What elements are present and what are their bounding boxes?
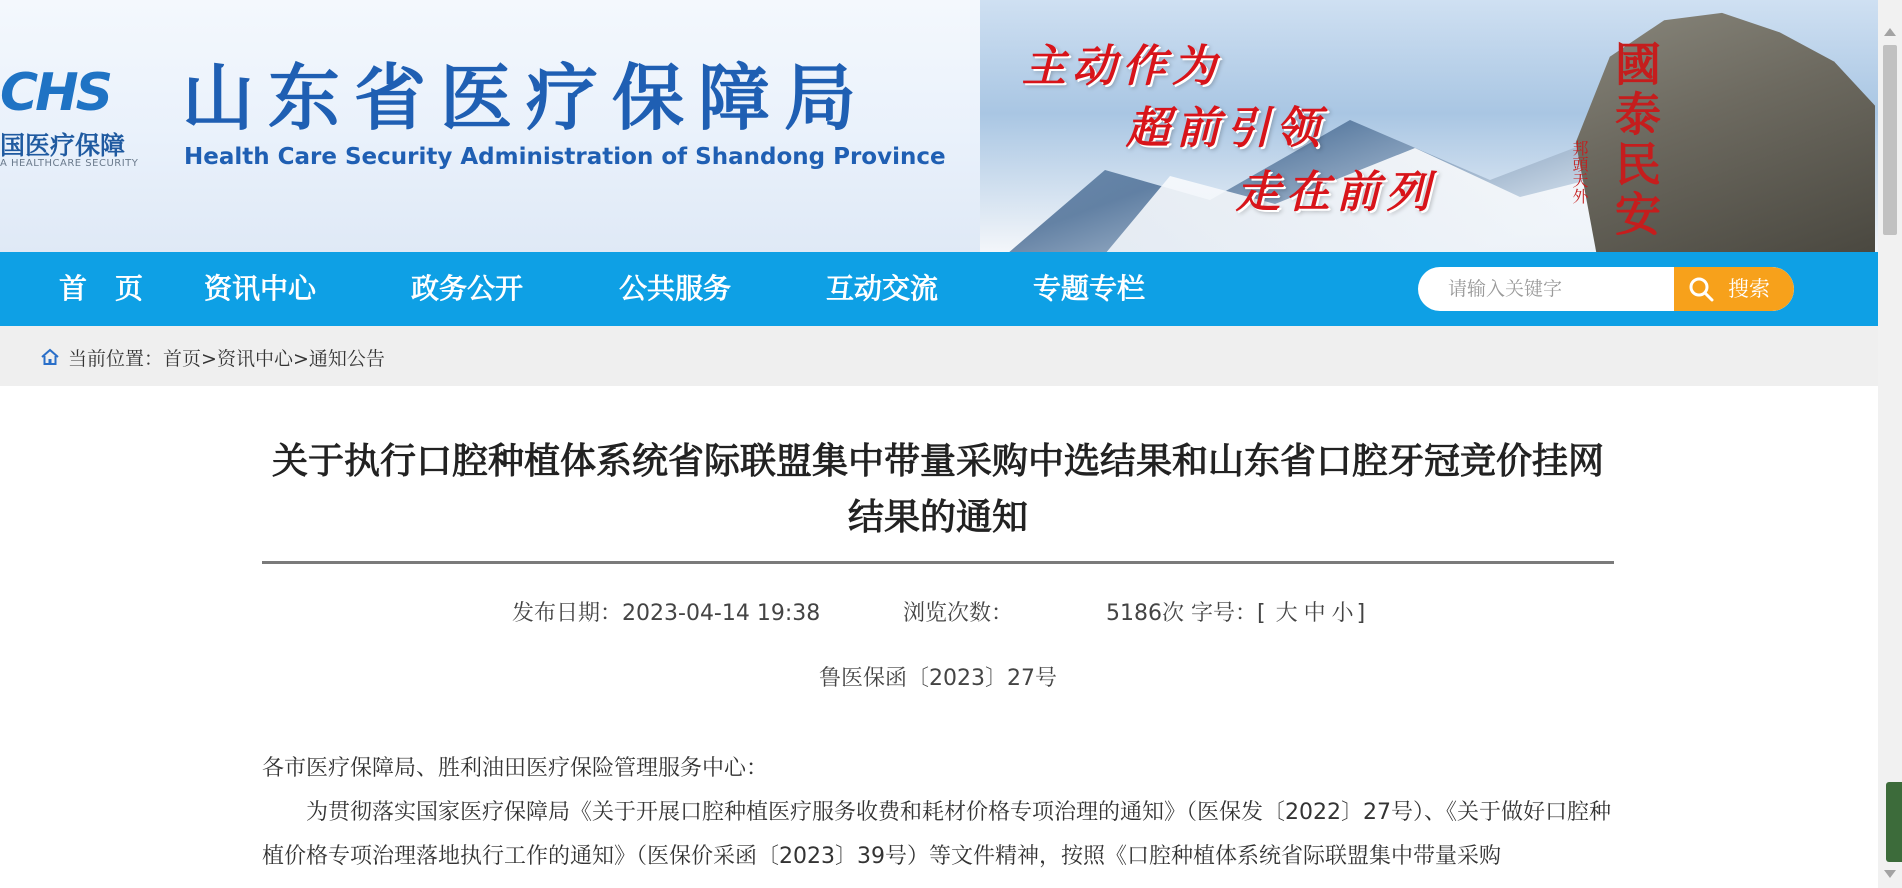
views-and-font-size — [1106, 596, 1365, 627]
breadcrumb-home-link[interactable]: 首页 — [163, 348, 202, 370]
views-label: 浏览次数： — [903, 601, 1014, 626]
article-body-paragraph: 为贯彻落实国家医疗保障局《关于开展口腔种植医疗服务收费和耗材价格专项治理的通知》（医保发〔2022〕27号）、《关于做好口腔种植价格专项治理落地执行工作的通知》（医保价采函〔2023〕39号）等文件精神，按照《口腔种植体系统省际联盟集中带量采购 — [262, 800, 1611, 869]
publish-date-value: 2023-04-14 19:38 — [622, 601, 821, 626]
breadcrumb-separator: > — [292, 348, 309, 370]
views-count: 5186次 — [1106, 601, 1184, 626]
font-size-medium-button[interactable]: 中 — [1303, 601, 1326, 626]
nav-item-home[interactable]: 首 页 — [59, 272, 144, 305]
nav-item-public-services[interactable]: 公共服务 — [619, 272, 732, 305]
slogan-line-1: 主动作为 — [1022, 41, 1222, 92]
org-subtitle: Health Care Security Administration of Shandong Province — [184, 144, 946, 170]
article-salutation: 各市医疗保障局、胜利油田医疗保险管理服务中心： — [262, 756, 769, 781]
slogan-line-3: 走在前列 — [1236, 167, 1436, 218]
font-size-label: 字号： — [1191, 601, 1258, 626]
title-divider — [262, 561, 1614, 564]
document-number: 鲁医保函〔2023〕27号 — [819, 666, 1057, 691]
search-button-label: 搜索 — [1728, 277, 1770, 301]
font-size-bracket-close: ] — [1356, 601, 1366, 626]
logo-mark[interactable]: CHS — [0, 63, 111, 123]
search-icon — [1688, 276, 1714, 302]
breadcrumb-current-link[interactable]: 通知公告 — [308, 348, 385, 370]
side-floating-widget[interactable] — [1886, 782, 1902, 862]
font-size-bracket-open: [ — [1257, 601, 1266, 626]
nav-item-interaction[interactable]: 互动交流 — [826, 272, 939, 305]
scroll-down-arrow-icon[interactable] — [1884, 870, 1896, 878]
home-icon — [40, 348, 60, 366]
breadcrumb-separator: > — [201, 348, 217, 370]
search-input[interactable] — [1418, 267, 1674, 311]
logo-en-text: A HEALTHCARE SECURITY — [0, 158, 139, 169]
font-size-large-button[interactable]: 大 — [1275, 601, 1298, 626]
nav-item-government-affairs[interactable]: 政务公开 — [411, 272, 524, 305]
rock-inscription: 國泰民安 — [1608, 40, 1662, 240]
scroll-up-arrow-icon[interactable] — [1884, 28, 1896, 36]
font-size-small-button[interactable]: 小 — [1331, 601, 1354, 626]
logo-cn-text: 国医疗保障 — [0, 131, 126, 160]
breadcrumb — [68, 344, 385, 371]
header-banner — [0, 0, 1878, 252]
publish-date — [512, 596, 820, 627]
nav-item-news[interactable]: 资讯中心 — [204, 272, 317, 305]
slogan-line-2: 超前引领 — [1126, 103, 1326, 154]
search-button[interactable] — [1674, 267, 1794, 311]
nav-item-special-topics[interactable]: 专题专栏 — [1033, 272, 1146, 305]
breadcrumb-section-link[interactable]: 资讯中心 — [216, 348, 293, 370]
rock-small-inscription: 邦頭天外 — [1570, 140, 1589, 204]
scrollbar-thumb[interactable] — [1883, 45, 1897, 235]
publish-date-label: 发布日期： — [512, 601, 623, 626]
breadcrumb-prefix: 当前位置： — [68, 348, 164, 370]
org-title: 山东省医疗保障局 — [182, 56, 871, 140]
article-title: 关于执行口腔种植体系统省际联盟集中带量采购中选结果和山东省口腔牙冠竞价挂网结果的通知 — [271, 441, 1604, 538]
search-box — [1418, 267, 1794, 311]
